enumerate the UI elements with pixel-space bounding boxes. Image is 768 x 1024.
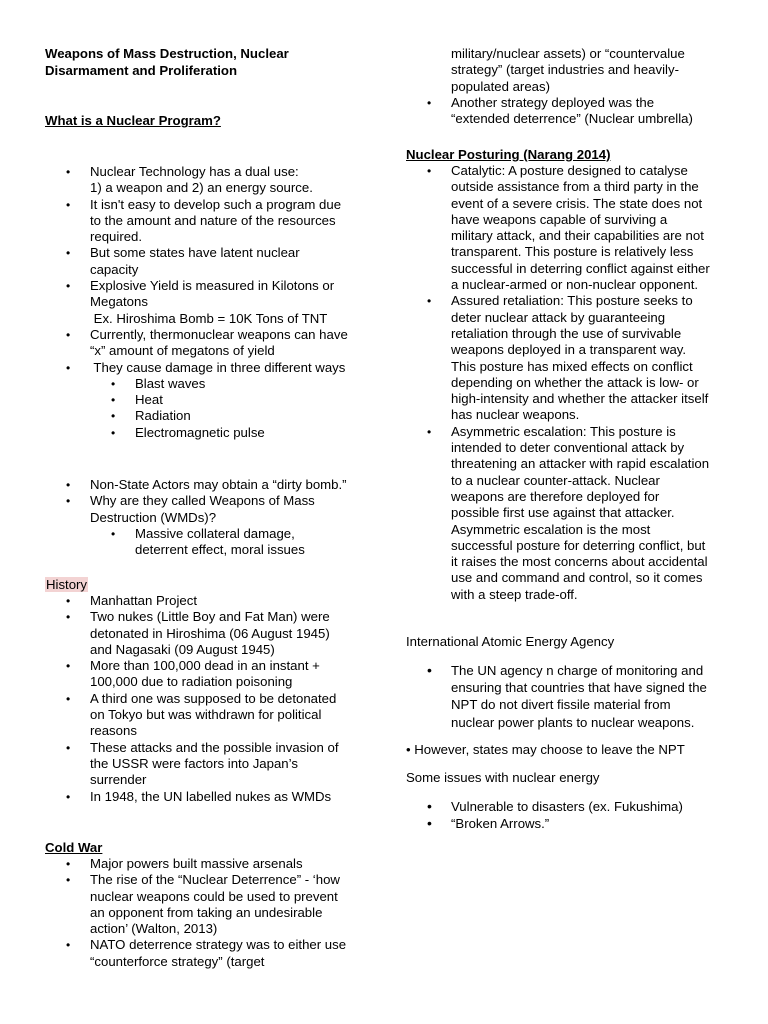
list-item: • Manhattan Project xyxy=(45,593,375,609)
list-item: • “Broken Arrows.” xyxy=(406,815,736,832)
list-item: • Non-State Actors may obtain a “dirty bomb.” xyxy=(45,477,375,493)
posturing-list xyxy=(406,163,736,603)
heading-cold-war: Cold War xyxy=(45,840,103,855)
cold-war-right-list xyxy=(406,95,736,128)
heading-iaea: International Atomic Energy Agency xyxy=(406,634,615,649)
list-item: • Electromagnetic pulse xyxy=(45,425,375,441)
heading-nuclear-posturing: Nuclear Posturing (Narang 2014) xyxy=(406,147,611,162)
list-item: • NATO deterrence strategy was to either use “counterforce strategy” (target xyxy=(45,937,375,970)
list-item: • They cause damage in three different ways xyxy=(45,360,375,376)
cold-war-continued: military/nuclear assets) or “countervalue strategy” (target industries and heavily- populated areas) xyxy=(451,46,685,94)
list-item: • Why are they called Weapons of Mass Destruction (WMDs)? xyxy=(45,493,375,526)
list-item: • In 1948, the UN labelled nukes as WMDs xyxy=(45,789,375,805)
list-item: • Asymmetric escalation: This posture is intended to deter conventional attack by threatening an attacker with rapid escalation to a nuclear counter-attack. Nuclear weapons are therefore deployed for possible first use against that attacker. Asymmetric escalation is the most successful posture for deterring conflict, but it raises the most concerns about accidental use and command and control, so it comes with a steep trade-off. xyxy=(406,424,736,603)
list-item: • It isn't easy to develop such a program due to the amount and nature of the resources required. xyxy=(45,197,375,246)
energy-issues-list xyxy=(406,798,736,832)
list-item: • More than 100,000 dead in an instant + 100,000 due to radiation poisoning xyxy=(45,658,375,691)
list-item: • Explosive Yield is measured in Kilotons or Megatons Ex. Hiroshima Bomb = 10K Tons of TNT xyxy=(45,278,375,327)
cold-war-list xyxy=(45,856,375,970)
list-item: • Massive collateral damage, deterrent effect, moral issues xyxy=(45,526,375,559)
list-item: • Major powers built massive arsenals xyxy=(45,856,375,872)
list-item: • These attacks and the possible invasion of the USSR were factors into Japan’s surrender xyxy=(45,740,375,789)
document-title: Weapons of Mass Destruction, Nuclear Disarmament and Proliferation xyxy=(45,46,289,78)
list-item: • The rise of the “Nuclear Deterrence” - ‘how nuclear weapons could be used to prevent an opponent from taking an undesirable action’ (Walton, 2013) xyxy=(45,872,375,937)
list-item: • Another strategy deployed was the “extended deterrence” (Nuclear umbrella) xyxy=(406,95,736,128)
npt-note: • However, states may choose to leave the NPT xyxy=(406,742,685,757)
heading-nuclear-program: What is a Nuclear Program? xyxy=(45,113,221,128)
list-item: • Assured retaliation: This posture seeks to deter nuclear attack by guaranteeing retaliation through the use of survivable weapons deployed in a transparent way. This posture has mixed effects on conflict depending on whether the attack is low- or high-intensity and whether the attacker itself has nuclear weapons. xyxy=(406,293,736,423)
list-item: • The UN agency n charge of monitoring and ensuring that countries that have signed the NPT do not divert fissile material from nuclear power plants to nuclear weapons. xyxy=(406,662,736,731)
list-item: • Currently, thermonuclear weapons can have “x” amount of megatons of yield xyxy=(45,327,375,360)
nuclear-program-list xyxy=(45,164,375,441)
list-item: • But some states have latent nuclear capacity xyxy=(45,245,375,278)
heading-history: History xyxy=(46,577,88,592)
list-item: • Heat xyxy=(45,392,375,408)
list-item: • A third one was supposed to be detonated on Tokyo but was withdrawn for political reasons xyxy=(45,691,375,740)
history-list xyxy=(45,593,375,805)
heading-energy-issues: Some issues with nuclear energy xyxy=(406,770,600,785)
list-item: • Catalytic: A posture designed to catalyse outside assistance from a third party in the event of a severe crisis. The state does not have weapons capable of surviving a military attack, and their capabilities are not transparent. This posture is relatively less successful in deterring conflict against either a nuclear-armed or non-nuclear opponent. xyxy=(406,163,736,293)
list-item: • Radiation xyxy=(45,408,375,424)
iaea-list xyxy=(406,662,736,731)
list-item: • Nuclear Technology has a dual use: 1) a weapon and 2) an energy source. xyxy=(45,164,375,197)
list-item: • Vulnerable to disasters (ex. Fukushima) xyxy=(406,798,736,815)
wmd-list xyxy=(45,477,375,558)
list-item: • Two nukes (Little Boy and Fat Man) were detonated in Hiroshima (06 August 1945) and Nagasaki (09 August 1945) xyxy=(45,609,375,658)
list-item: • Blast waves xyxy=(45,376,375,392)
